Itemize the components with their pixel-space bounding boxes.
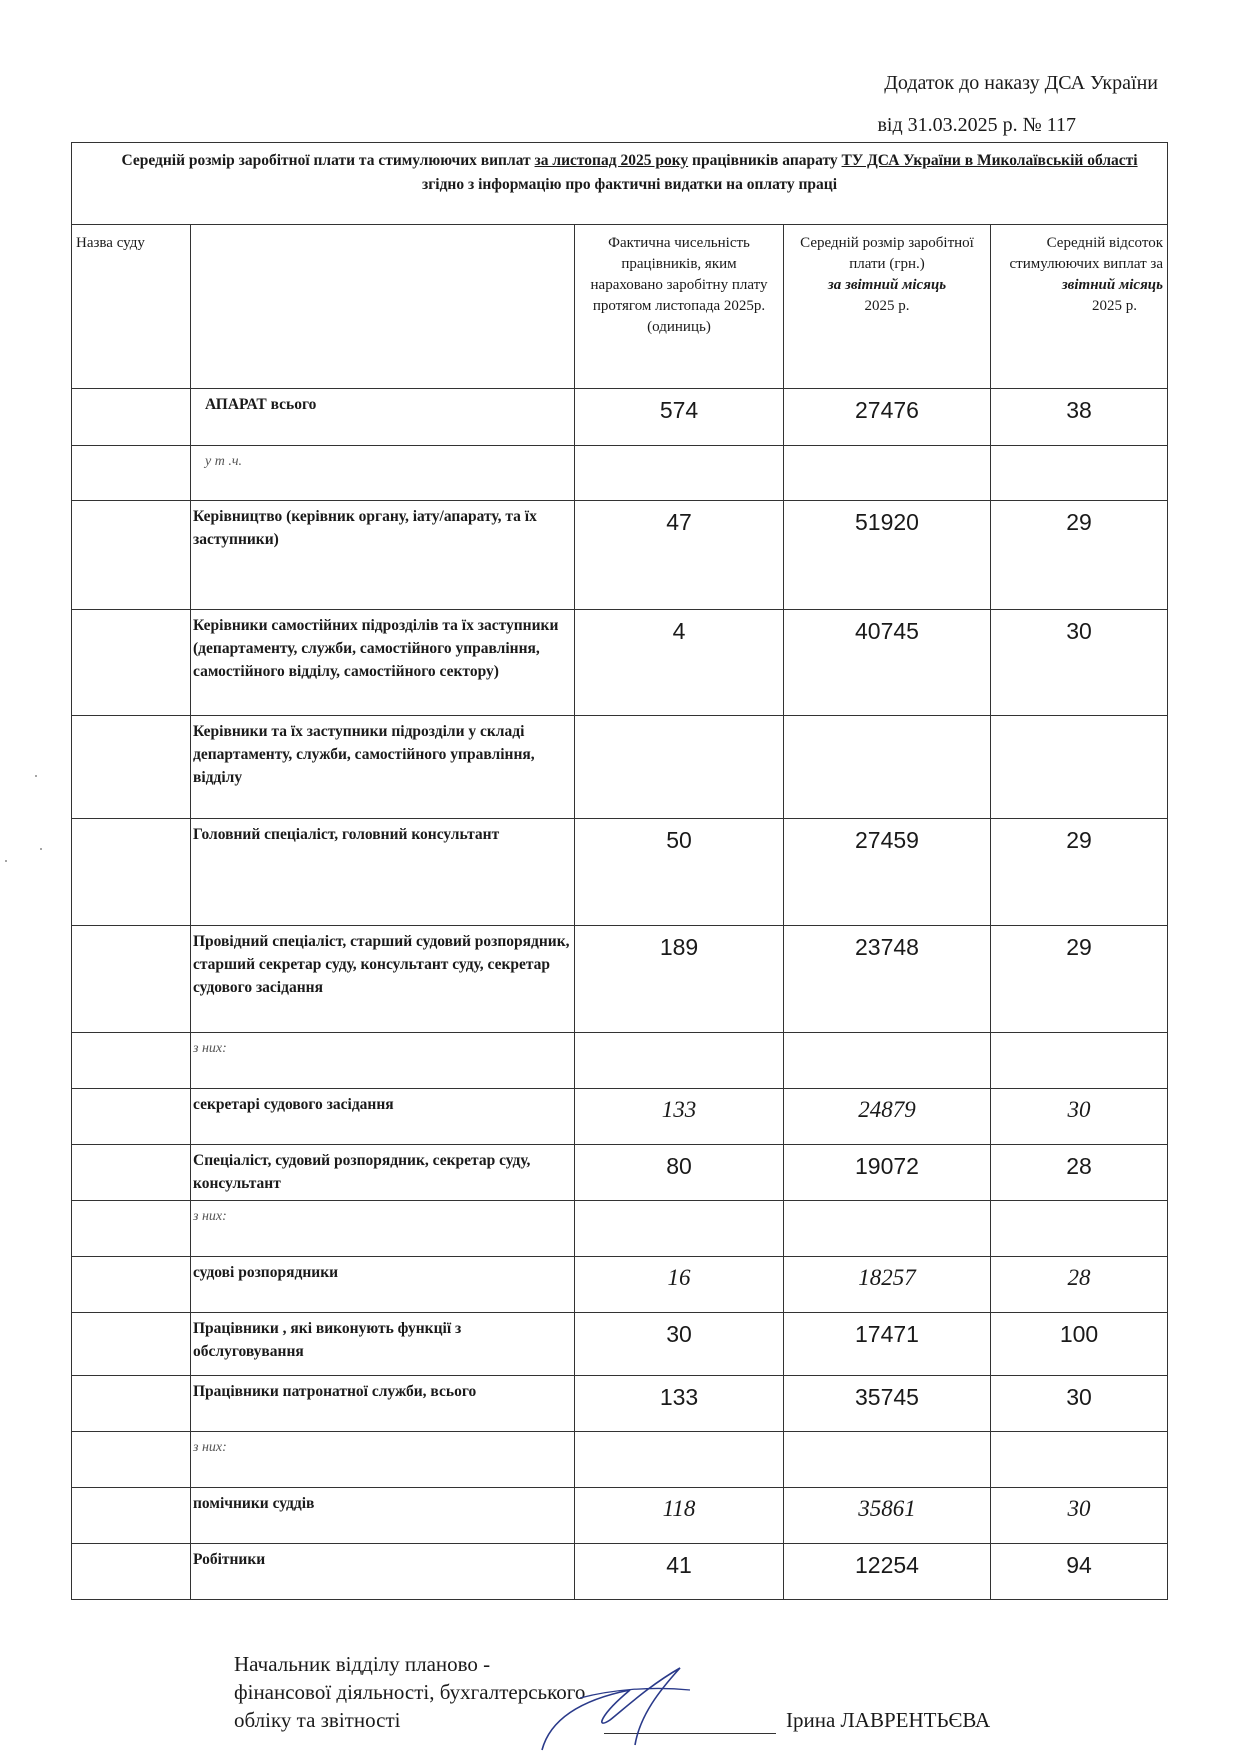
- order-reference: від 31.03.2025 р. № 117: [877, 114, 1076, 136]
- table-row: [72, 926, 1168, 1033]
- cell-count: 133: [575, 1376, 784, 1432]
- table-row: [72, 1257, 1168, 1313]
- cell-count: 189: [575, 926, 784, 1033]
- col-salary-period: за звітний місяць: [827, 277, 947, 293]
- court-cell: [72, 610, 191, 716]
- cell-count: [575, 716, 784, 819]
- cell-count: 50: [575, 819, 784, 926]
- row-label: Працівники патронатної служби, всього: [191, 1376, 575, 1432]
- cell-bonus: 30: [991, 610, 1168, 716]
- court-cell: [72, 1033, 191, 1089]
- col-bonus-text: Середній відсоток стимулюючих виплат за: [1009, 235, 1164, 272]
- table-row: [72, 819, 1168, 926]
- court-cell: [72, 716, 191, 819]
- cell-count: [575, 1201, 784, 1257]
- cell-bonus: 29: [991, 501, 1168, 610]
- court-cell: [72, 1432, 191, 1488]
- cell-bonus: 30: [991, 1376, 1168, 1432]
- row-label: Керівники та їх заступники підрозділи у складі департаменту, служби, самостійного управління, відділу: [191, 716, 575, 819]
- table-row: [72, 1376, 1168, 1432]
- col-category: [191, 225, 575, 389]
- col-salary-year: 2025 р.: [864, 298, 910, 314]
- cell-bonus: 28: [991, 1257, 1168, 1313]
- col-court-name: Назва суду: [72, 225, 191, 389]
- row-label: секретарі судового засідання: [191, 1089, 575, 1145]
- table-row: [72, 1089, 1168, 1145]
- salary-table: [71, 142, 1168, 1600]
- table-row: [72, 1201, 1168, 1257]
- cell-salary: 18257: [784, 1257, 991, 1313]
- row-label: АПАРАТ всього: [191, 389, 575, 446]
- cell-bonus: [991, 1033, 1168, 1089]
- cell-salary: 35745: [784, 1376, 991, 1432]
- cell-salary: 35861: [784, 1488, 991, 1544]
- cell-bonus: [991, 1432, 1168, 1488]
- cell-salary: 19072: [784, 1145, 991, 1201]
- cell-bonus: [991, 716, 1168, 819]
- court-cell: [72, 1376, 191, 1432]
- cell-count: [575, 1432, 784, 1488]
- col-salary-text: Середній розмір заробітної плати (грн.): [800, 235, 974, 272]
- col-bonus: [991, 225, 1168, 389]
- row-label: у т .ч.: [191, 446, 575, 501]
- cell-count: 80: [575, 1145, 784, 1201]
- cell-salary: 24879: [784, 1089, 991, 1145]
- position-line-2: фінансової діяльності, бухгалтерського: [234, 1680, 586, 1704]
- header-row: [72, 225, 1168, 389]
- scan-speck: [5, 860, 7, 862]
- court-cell: [72, 1089, 191, 1145]
- title-text-3: згідно з інформацію про фактичні видатки на оплату праці: [422, 176, 838, 193]
- table-row: [72, 1432, 1168, 1488]
- cell-count: 118: [575, 1488, 784, 1544]
- cell-count: 133: [575, 1089, 784, 1145]
- row-label: Головний спеціаліст, головний консультант: [191, 819, 575, 926]
- cell-bonus: 29: [991, 819, 1168, 926]
- cell-count: 16: [575, 1257, 784, 1313]
- table-row: [72, 446, 1168, 501]
- position-line-1: Начальник відділу планово -: [234, 1652, 491, 1676]
- row-label: Провідний спеціаліст, старший судовий розпорядник, старший секретар суду, консультант суду, секретар судового засідання: [191, 926, 575, 1033]
- cell-bonus: 28: [991, 1145, 1168, 1201]
- cell-salary: 27459: [784, 819, 991, 926]
- cell-salary: 40745: [784, 610, 991, 716]
- cell-bonus: 100: [991, 1313, 1168, 1376]
- row-label: Керівництво (керівник органу, іату/апарату, та їх заступники): [191, 501, 575, 610]
- table-row: [72, 501, 1168, 610]
- court-cell: [72, 1201, 191, 1257]
- cell-count: 4: [575, 610, 784, 716]
- court-cell: [72, 1145, 191, 1201]
- cell-count: 47: [575, 501, 784, 610]
- court-cell: [72, 926, 191, 1033]
- cell-salary: 23748: [784, 926, 991, 1033]
- table-row: [72, 1544, 1168, 1600]
- table-row: [72, 716, 1168, 819]
- table-row: [72, 1033, 1168, 1089]
- col-bonus-period: звітний місяць: [1061, 277, 1164, 293]
- table-row: [72, 610, 1168, 716]
- table-row: [72, 1488, 1168, 1544]
- cell-salary: 51920: [784, 501, 991, 610]
- row-label: з них:: [191, 1432, 575, 1488]
- cell-salary: [784, 716, 991, 819]
- table-row: [72, 1313, 1168, 1376]
- cell-count: 574: [575, 389, 784, 446]
- court-cell: [72, 501, 191, 610]
- court-cell: [72, 1544, 191, 1600]
- cell-bonus: [991, 446, 1168, 501]
- title-text-1: Середній розмір заробітної плати та стимулюючих виплат: [121, 152, 535, 169]
- court-cell: [72, 1488, 191, 1544]
- title-period: за листопад 2025 року: [534, 152, 689, 169]
- cell-salary: [784, 1201, 991, 1257]
- cell-bonus: 94: [991, 1544, 1168, 1600]
- row-label: з них:: [191, 1201, 575, 1257]
- cell-bonus: 30: [991, 1488, 1168, 1544]
- scan-speck: [40, 848, 42, 850]
- row-label: з них:: [191, 1033, 575, 1089]
- cell-salary: [784, 1033, 991, 1089]
- title-row: [72, 143, 1168, 225]
- col-salary: [784, 225, 991, 389]
- cell-count: [575, 446, 784, 501]
- handwritten-signature: [540, 1660, 720, 1753]
- table-title: [72, 143, 1168, 225]
- col-count: Фактична чисельність працівників, яким нараховано заробітну плату протягом листопада 2025р.(одиниць): [575, 225, 784, 389]
- title-text-2: працівників апарату: [688, 152, 842, 169]
- row-label: помічники суддів: [191, 1488, 575, 1544]
- court-cell: [72, 819, 191, 926]
- table-body: [72, 389, 1168, 1600]
- scan-speck: [35, 775, 37, 777]
- court-cell: [72, 446, 191, 501]
- row-label: Керівники самостійних підрозділів та їх заступники (департаменту, служби, самостійного управління, самостійного відділу, самостійного сектору): [191, 610, 575, 716]
- cell-salary: 12254: [784, 1544, 991, 1600]
- title-organization: ТУ ДСА України в Миколаївській області: [841, 152, 1138, 169]
- row-label: Спеціаліст, судовий розпорядник, секретар суду, консультант: [191, 1145, 575, 1201]
- col-bonus-year: 2025 р.: [1092, 298, 1138, 314]
- cell-count: 30: [575, 1313, 784, 1376]
- cell-salary: 27476: [784, 389, 991, 446]
- court-cell: [72, 389, 191, 446]
- cell-count: 41: [575, 1544, 784, 1600]
- row-label: Працівники , які виконують функції з обслуговування: [191, 1313, 575, 1376]
- table-row: [72, 1145, 1168, 1201]
- cell-bonus: 29: [991, 926, 1168, 1033]
- cell-salary: [784, 1432, 991, 1488]
- court-cell: [72, 1313, 191, 1376]
- row-label: судові розпорядники: [191, 1257, 575, 1313]
- cell-bonus: 38: [991, 389, 1168, 446]
- cell-salary: 17471: [784, 1313, 991, 1376]
- appendix-header: Додаток до наказу ДСА України: [884, 72, 1158, 94]
- table-row: [72, 389, 1168, 446]
- cell-salary: [784, 446, 991, 501]
- cell-bonus: 30: [991, 1089, 1168, 1145]
- cell-count: [575, 1033, 784, 1089]
- row-label: Робітники: [191, 1544, 575, 1600]
- position-line-3: обліку та звітності: [234, 1708, 401, 1732]
- signatory-name: Ірина ЛАВРЕНТЬЄВА: [786, 1708, 991, 1732]
- cell-bonus: [991, 1201, 1168, 1257]
- court-cell: [72, 1257, 191, 1313]
